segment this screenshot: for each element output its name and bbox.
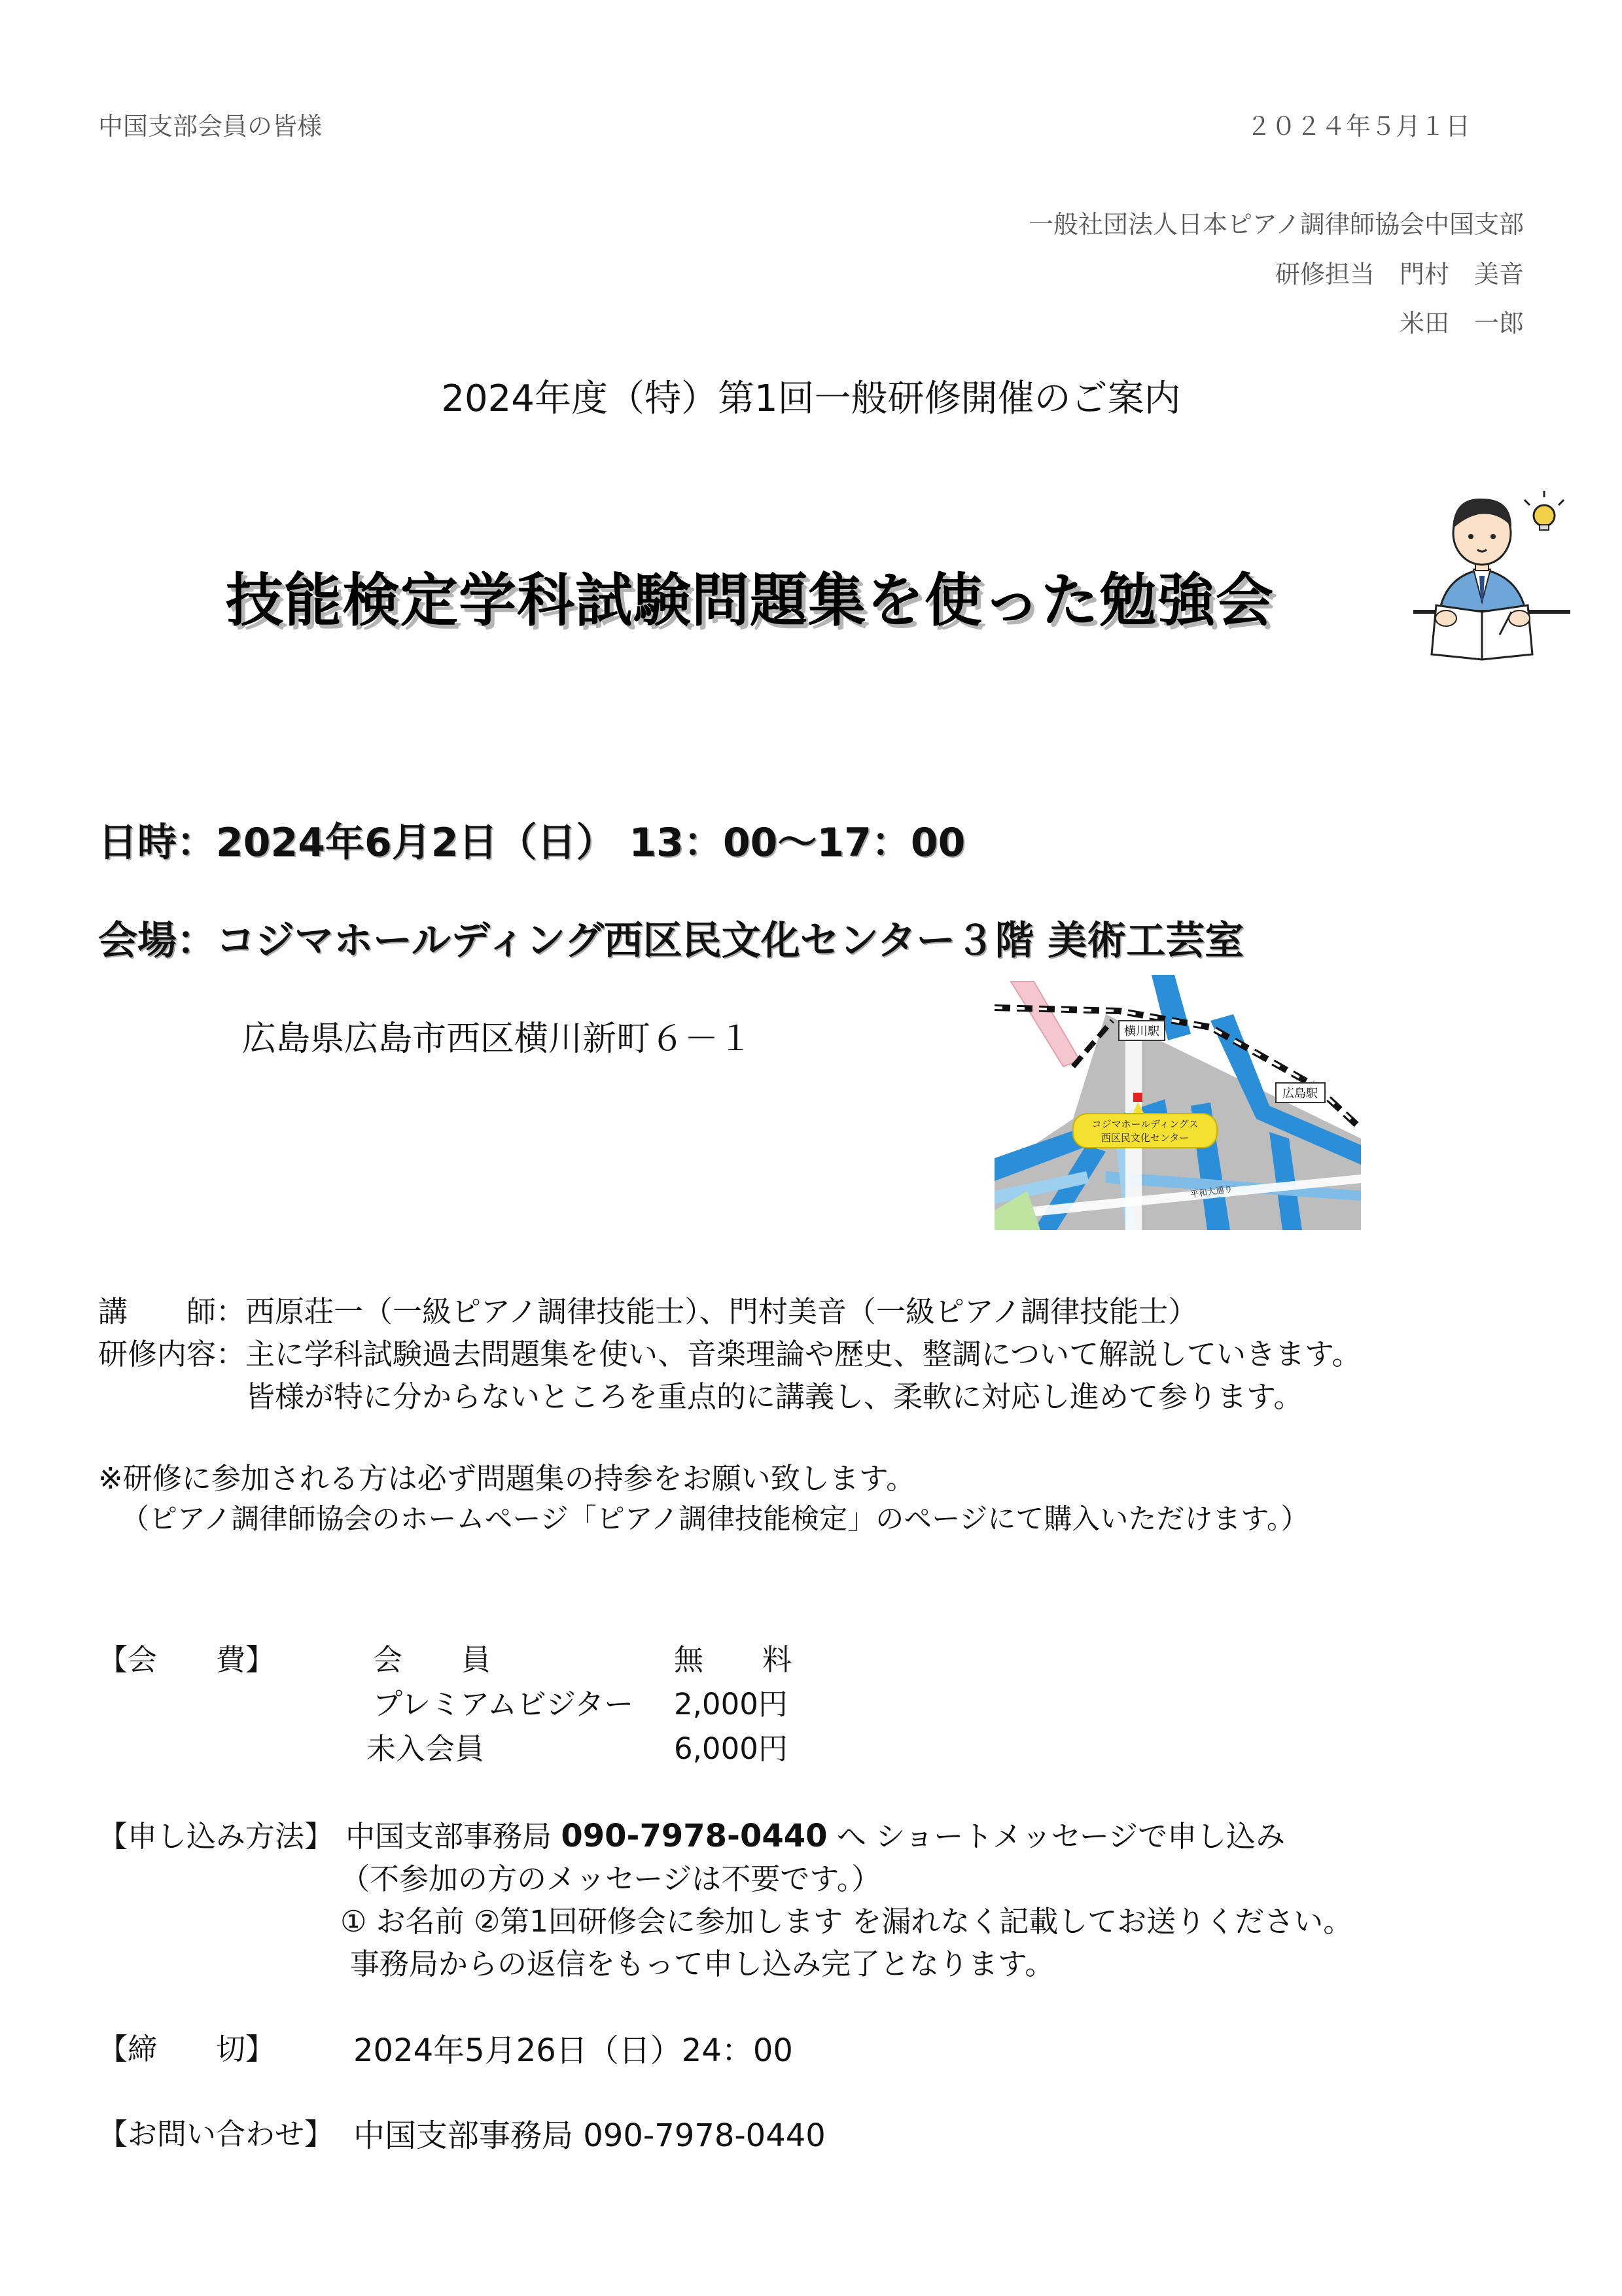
apply-line-4: 事務局からの返信をもって申し込み完了となります。	[350, 1947, 1055, 1981]
note-line-1: ※研修に参加される方は必ず問題集の持参をお願い致します。	[98, 1461, 916, 1496]
map-station-yokogawa: 横川駅	[1124, 1025, 1159, 1038]
person-in-charge-1: 研修担当 門村 美音	[1275, 260, 1524, 289]
map-callout-line1: コジマホールディングス	[1091, 1118, 1199, 1130]
headline: 技能検定学科試験問題集を使った勉強会	[226, 567, 1275, 634]
fee-price-nonmember: 6,000円	[674, 1731, 788, 1766]
lightbulb-icon	[1525, 491, 1564, 530]
map-station-hiroshima: 広島駅	[1282, 1087, 1318, 1101]
contact-label: 【お問い合わせ】	[98, 2117, 334, 2151]
apply-office: 中国支部事務局	[345, 1819, 552, 1854]
fee-price-premium: 2,000円	[674, 1687, 788, 1722]
lecturer-label: 講 師：	[98, 1294, 246, 1329]
venue-map	[995, 975, 1361, 1230]
subtitle: 2024年度（特）第1回一般研修開催のご案内	[441, 378, 1181, 420]
content-label: 研修内容：	[98, 1337, 246, 1371]
event-datetime: 日時：2024年6月2日（日） 13：00～17：00	[98, 820, 966, 866]
person-in-charge-2: 米田 一郎	[1399, 309, 1524, 338]
organization: 一般社団法人日本ピアノ調律師協会中国支部	[1029, 210, 1524, 239]
apply-label: 【申し込み方法】	[98, 1819, 334, 1854]
deadline-value: 2024年5月26日（日）24：00	[353, 2032, 793, 2069]
apply-line-2: （不参加の方のメッセージは不要です。）	[340, 1862, 881, 1896]
apply-phone: 090-7978-0440	[561, 1818, 828, 1854]
apply-line-3: ① お名前 ②第1回研修会に参加します を漏れなく記載してお送りください。	[340, 1904, 1353, 1939]
event-address: 広島県広島市西区横川新町６－１	[242, 1019, 753, 1059]
issue-date: ２０２４年５月１日	[1246, 112, 1471, 141]
apply-tail: へ ショートメッセージで申し込み	[836, 1819, 1286, 1854]
content-line-2: 皆様が特に分からないところを重点的に講義し、柔軟に対応し進めて参ります。	[245, 1379, 1303, 1414]
lecturer-names: 西原荘一（一級ピアノ調律技能士）、門村美音（一級ピアノ調律技能士）	[245, 1294, 1198, 1329]
note-line-2: （ピアノ調律師協会のホームページ「ピアノ調律技能検定」のページにて購入いただけます。）	[121, 1503, 1309, 1536]
apply-line-1	[345, 1812, 1285, 1855]
fee-type-premium: プレミアムビジター	[373, 1687, 634, 1722]
fee-type-member: 会 員	[373, 1642, 491, 1677]
student-illustration	[1413, 471, 1570, 667]
contact-value: 中国支部事務局 090-7978-0440	[353, 2117, 826, 2154]
map-road-label: 平和大通り	[1190, 1184, 1233, 1200]
content-line-1: 主に学科試験過去問題集を使い、音楽理論や歴史、整調について解説していきます。	[245, 1337, 1362, 1371]
event-venue: 会場：コジマホールディング西区民文化センター３階 美術工芸室	[98, 918, 1244, 964]
recipient: 中国支部会員の皆様	[98, 112, 323, 141]
map-callout-line2: 西区民文化センター	[1101, 1132, 1190, 1144]
fee-type-nonmember: 未入会員	[366, 1731, 485, 1766]
deadline-label: 【締 切】	[98, 2032, 275, 2066]
fee-price-member: 無 料	[674, 1642, 792, 1677]
venue-marker-icon	[1133, 1093, 1142, 1102]
fee-label: 【会 費】	[98, 1642, 275, 1677]
